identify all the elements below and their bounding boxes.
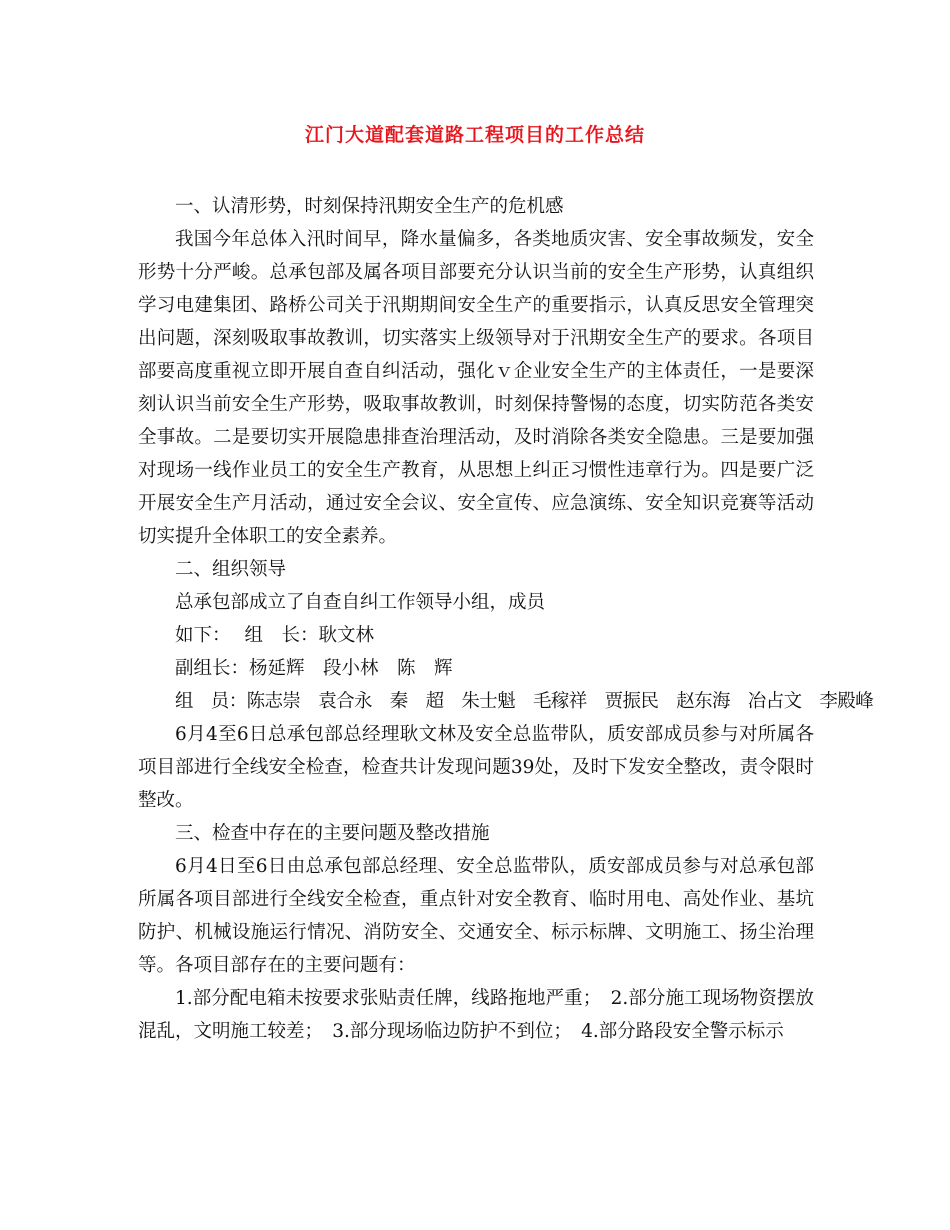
members-line: 组 员：陈志崇 袁合永 秦 超 朱士魁 毛稼祥 贾振民 赵东海 冶占文 李殿峰 [175, 691, 874, 712]
section-1-heading: 一、认清形势，时刻保持汛期安全生产的危机感 [175, 196, 564, 217]
section-2-intro: 总承包部成立了自查自纠工作领导小组，成员 [175, 592, 546, 613]
section-2-paragraph: 6月4至6日总承包部总经理耿文林及安全总监带队，质安部成员参与对所属各项目部进行全线安全检查，检查共计发现问题39处，及时下发安全整改，责令限时整改。 [138, 724, 814, 811]
section-3-issues: 1.部分配电箱未按要求张贴责任牌，线路拖地严重； 2.部分施工现场物资摆放混乱，文明施工较差； 3.部分现场临边防护不到位； 4.部分路段安全警示标示 [138, 988, 814, 1042]
document-title: 江门大道配套道路工程项目的工作总结 [304, 124, 645, 146]
leader-label: 如下： [175, 625, 231, 646]
document-body [138, 190, 874, 1048]
leader-line [138, 619, 814, 652]
section-1-paragraph: 我国今年总体入汛时间早，降水量偏多，各类地质灾害、安全事故频发，安全形势十分严峻。总承包部及属各项目部要充分认识当前的安全生产形势，认真组织学习电建集团、路桥公司关于汛期期间安全生产的重要指示，认真反思安全管理突出问题，深刻吸取事故教训，切实落实上级领导对于汛期安全生产的要求。各项目部要高度重视立即开展自查自纠活动，强化ｖ企业安全生产的主体责任，一是要深刻认识当前安全生产形势，吸取事故教训，时刻保持警惕的态度，切实防范各类安全事故。二是要切实开展隐患排查治理活动，及时消除各类安全隐患。三是要加强对现场一线作业员工的安全生产教育，从思想上纠正习惯性违章行为。四是要广泛开展安全生产月活动，通过安全会议、安全宣传、应急演练、安全知识竞赛等活动切实提升全体职工的安全素养。 [138, 229, 814, 547]
section-3-heading: 三、检查中存在的主要问题及整改措施 [175, 823, 490, 844]
deputy-line: 副组长：杨延辉 段小林 陈 辉 [175, 658, 453, 679]
leader-name: 组 长：耿文林 [244, 625, 375, 646]
section-3-paragraph: 6月4日至6日由总承包部总经理、安全总监带队，质安部成员参与对总承包部所属各项目部进行全线安全检查，重点针对安全教育、临时用电、高处作业、基坑防护、机械设施运行情况、消防安全、交通安全、标示标牌、文明施工、扬尘治理等。各项目部存在的主要问题有： [138, 856, 814, 976]
section-2-heading: 二、组织领导 [175, 559, 287, 580]
